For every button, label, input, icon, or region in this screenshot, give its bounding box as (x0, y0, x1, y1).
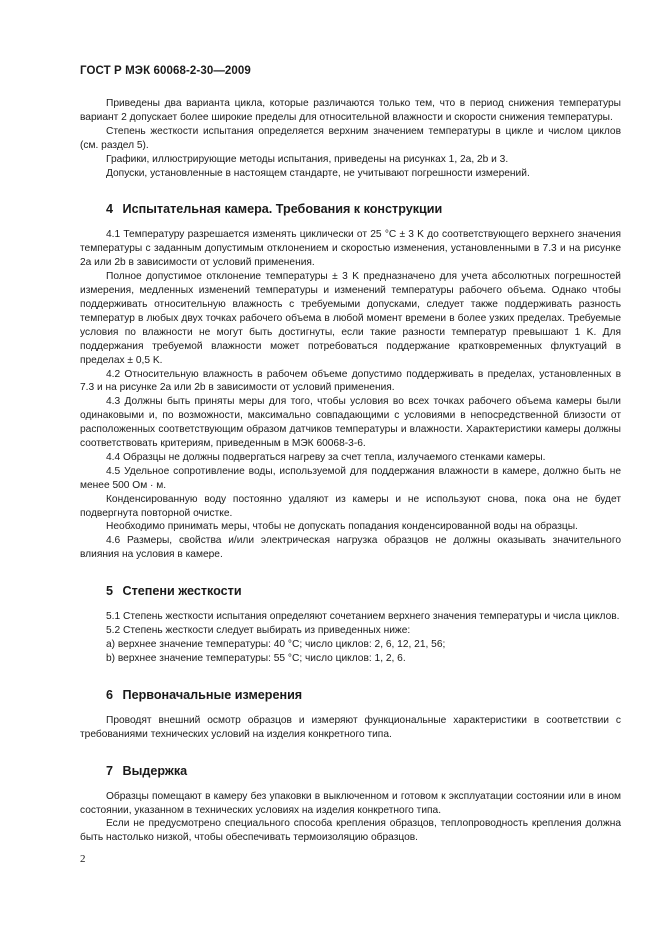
paragraph: 4.5 Удельное сопротивление воды, используемой для поддержания влажности в камере, должно быть не менее 500 Ом · м. (80, 465, 621, 491)
paragraph: Графики, иллюстрирующие методы испытания, приведены на рисунках 1, 2a, 2b и 3. (106, 153, 509, 165)
paragraph: 4.4 Образцы не должны подвергаться нагреву за счет тепла, излучаемого стенками камеры. (106, 451, 546, 463)
page-content (80, 97, 621, 845)
section-number: 7 (106, 763, 114, 778)
section-7-heading (80, 764, 621, 778)
section-6-body (80, 714, 621, 742)
section-number: 5 (106, 584, 114, 599)
paragraph: 5.1 Степень жесткости испытания определяют сочетанием верхнего значения температуры и числа циклов. (106, 611, 620, 623)
section-number: 4 (106, 202, 114, 217)
section-4-heading (80, 202, 621, 216)
section-title: Выдержка (122, 763, 188, 778)
section-4-body (80, 228, 621, 562)
section-7-body (80, 790, 621, 846)
section-5-heading (80, 584, 621, 598)
paragraph: Необходимо принимать меры, чтобы не допускать попадания конденсированной воды на образцы. (106, 521, 578, 533)
paragraph: 4.2 Относительную влажность в рабочем объеме допустимо поддерживать в пределах, установленных в 7.3 и на рисунке 2a или 2b в зависимости от условий применения. (80, 368, 621, 394)
paragraph: 5.2 Степень жесткости следует выбирать из приведенных ниже: (106, 625, 411, 637)
list-item: а) верхнее значение температуры: 40 °C; число циклов: 2, 6, 12, 21, 56; (106, 639, 446, 650)
section-title: Степени жесткости (122, 584, 242, 599)
paragraph: Если не предусмотрено специального способа крепления образцов, теплопроводность крепления должна быть настолько низкой, чтобы обеспечивать термоизоляцию образцов. (80, 818, 621, 844)
paragraph: Проводят внешний осмотр образцов и измеряют функциональные характеристики в соответствии с требованиями технических условий на изделия конкретного типа. (80, 714, 621, 740)
section-title: Испытательная камера. Требования к конструкции (122, 202, 443, 217)
document-header: ГОСТ Р МЭК 60068-2-30—2009 (80, 65, 251, 77)
paragraph: Приведены два варианта цикла, которые различаются только тем, что в период снижения температуры вариант 2 допускает более широкие пределы для относительной влажности и скорости снижения температуры. (80, 98, 621, 123)
paragraph: 4.3 Должны быть приняты меры для того, чтобы условия во всех точках рабочего объема камеры были одинаковыми и, по возможности, максимально совпадающими с условиями в непосредственной близости от расположенных соответствующим образом датчиков температуры и влажности. Характеристики камеры должны соответствовать критериям, приведенным в МЭК 60068-3-6. (80, 396, 621, 450)
paragraph: Конденсированную воду постоянно удаляют из камеры и не используют снова, пока она не будет подвергнута повторной очистке. (80, 493, 621, 519)
paragraph: Образцы помещают в камеру без упаковки в выключенном и готовом к эксплуатации состоянии или в ином состоянии, указанном в технических условиях на изделия конкретного типа. (80, 790, 621, 816)
section-title: Первоначальные измерения (122, 687, 303, 702)
section-number: 6 (106, 687, 114, 702)
list-item: b) верхнее значение температуры: 55 °C; число циклов: 1, 2, 6. (106, 652, 406, 664)
paragraph: 4.1 Температуру разрешается изменять циклически от 25 °C ± 3 K до соответствующего верхнего значения температуры с заданным допустимым отклонением и скоростью изменения, установленными в 7.3 и на рисунке 2a или 2b в зависимости от условий применения. (80, 229, 621, 269)
paragraph: Полное допустимое отклонение температуры ± 3 K предназначено для учета абсолютных погрешностей измерения, медленных изменений температуры и изменений температуры рабочего объема. Однако чтобы поддерживать относительную влажность с требуемыми допусками, следует также поддерживать разность температур в любых двух точках рабочего объема в любой момент времени в более узких пределах. Требуемые условия по влажности не могут быть достигнуты, если такие разности температур превышают 1 K. Для поддержания требуемой влажности может потребоваться поддержание кратковременных флуктуаций в пределах ± 0,5 K. (80, 271, 621, 366)
intro-block (80, 97, 621, 180)
section-5-body (80, 610, 621, 666)
paragraph: 4.6 Размеры, свойства и/или электрическая нагрузка образцов не должны оказывать значительного влияния на условия в камере. (80, 535, 621, 561)
paragraph: Допуски, установленные в настоящем стандарте, не учитывают погрешности измерений. (106, 167, 530, 179)
page-number: 2 (80, 853, 86, 865)
section-6-heading (80, 688, 621, 702)
paragraph: Степень жесткости испытания определяется верхним значением температуры в цикле и числом циклов (см. раздел 5). (80, 125, 621, 151)
